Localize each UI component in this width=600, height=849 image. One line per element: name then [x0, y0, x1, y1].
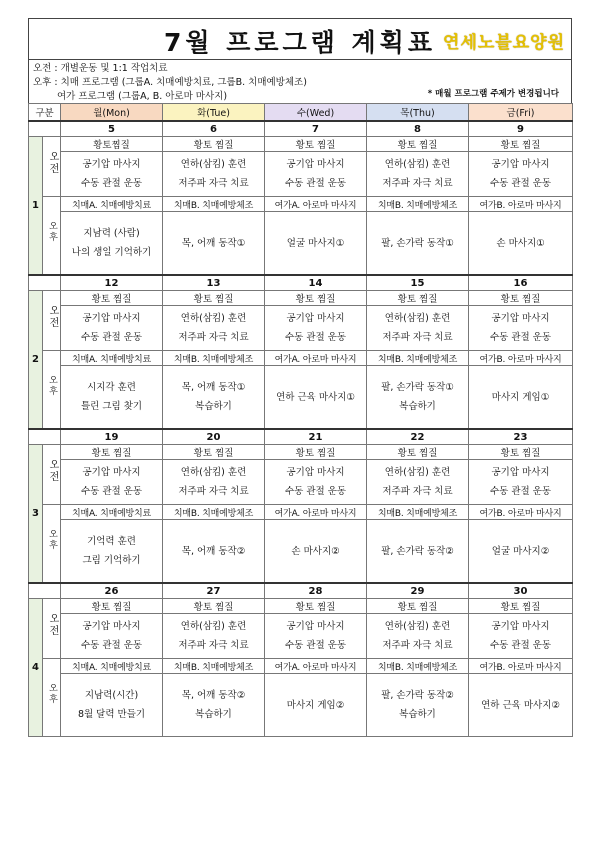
heat-therapy-cell: 황토 찜질 — [265, 445, 367, 460]
date-cell: 26 — [61, 583, 163, 599]
cell-line: 공기압 마사지 — [491, 159, 550, 170]
title-area — [28, 18, 572, 59]
cell-line: 목, 어깨 동작② — [181, 690, 246, 701]
cell-line: 수동 관절 운동 — [284, 332, 347, 343]
pm-program-cell — [265, 212, 367, 276]
day-header-mon: 월(Mon) — [61, 104, 163, 122]
heat-therapy-cell: 황토 찜질 — [367, 599, 469, 614]
date-row-spacer — [29, 121, 61, 137]
heat-therapy-cell: 황토 찜질 — [367, 137, 469, 152]
group-cell: 치매A. 치매예방치료 — [61, 659, 163, 674]
am-program-cell — [61, 614, 163, 659]
heat-therapy-row — [29, 137, 573, 152]
group-cell: 치매B. 치매예방체조 — [163, 659, 265, 674]
day-header-fri: 금(Fri) — [469, 104, 573, 122]
cell-line: 수동 관절 운동 — [489, 332, 552, 343]
pm-program-cell — [163, 674, 265, 737]
cell-line: 팔, 손가락 동작② — [381, 690, 454, 701]
cell-line: 얼굴 마사지② — [491, 545, 550, 557]
cell-line: 기억력 훈련 — [87, 536, 136, 547]
date-cell: 12 — [61, 275, 163, 291]
date-row-spacer — [29, 275, 61, 291]
group-cell: 여가A. 아로마 마사지 — [265, 351, 367, 366]
cell-line: 연하(삼킴) 훈련 — [384, 159, 451, 170]
date-cell: 19 — [61, 429, 163, 445]
cell-line: 저주파 자극 치료 — [382, 486, 453, 497]
heat-therapy-cell: 황토 찜질 — [469, 599, 573, 614]
heat-therapy-row — [29, 445, 573, 460]
cell-line: 수동 관절 운동 — [80, 486, 143, 497]
heat-therapy-cell: 황토 찜질 — [61, 599, 163, 614]
am-program-cell — [61, 460, 163, 505]
am-program-cell — [163, 306, 265, 351]
cell-line: 목, 어깨 동작② — [181, 545, 246, 557]
cell-line: 연하 근육 마사지② — [481, 699, 560, 711]
cell-line: 수동 관절 운동 — [80, 178, 143, 189]
date-row-spacer — [29, 583, 61, 599]
am-label — [43, 599, 61, 659]
cell-line: 공기압 마사지 — [82, 159, 141, 170]
group-cell: 치매B. 치매예방체조 — [163, 351, 265, 366]
pm-program-row — [29, 674, 573, 737]
cell-line: 연하(삼킴) 훈련 — [180, 467, 247, 478]
cell-line: 저주파 자극 치료 — [382, 332, 453, 343]
cell-line: 수동 관절 운동 — [284, 486, 347, 497]
group-cell: 치매B. 치매예방체조 — [163, 197, 265, 212]
heat-therapy-cell: 황토 찜질 — [469, 445, 573, 460]
heat-therapy-cell: 황토 찜질 — [163, 291, 265, 306]
am-program-cell — [265, 306, 367, 351]
cell-line: 지남력(시간) — [84, 690, 139, 701]
pm-program-cell — [367, 366, 469, 430]
group-row — [29, 351, 573, 366]
program-schedule-document — [28, 18, 572, 737]
date-cell: 30 — [469, 583, 573, 599]
pm-program-cell — [163, 366, 265, 430]
cell-line: 수동 관절 운동 — [489, 178, 552, 189]
heat-therapy-cell: 황토 찜질 — [265, 599, 367, 614]
cell-line: 수동 관절 운동 — [489, 640, 552, 651]
pm-label — [43, 351, 61, 430]
am-program-cell — [469, 460, 573, 505]
pm-label-char-1: 오후 — [47, 221, 57, 243]
group-cell: 치매A. 치매예방치료 — [61, 351, 163, 366]
am-program-cell — [61, 306, 163, 351]
cell-line: 연하(삼킴) 훈련 — [384, 313, 451, 324]
am-program-cell — [163, 614, 265, 659]
group-cell: 치매A. 치매예방치료 — [61, 197, 163, 212]
day-header-row — [29, 104, 573, 122]
week-number: 3 — [29, 445, 43, 584]
info-line-leisure: 여가 프로그램 (그룹A, B. 아로마 마사지) — [57, 91, 228, 102]
cell-line: 연하 근육 마사지① — [276, 391, 355, 403]
am-label-char-1: 오전 — [47, 305, 58, 329]
pm-program-cell — [61, 520, 163, 584]
group-row — [29, 197, 573, 212]
date-row — [29, 121, 573, 137]
program-info — [28, 59, 572, 103]
pm-program-cell — [163, 520, 265, 584]
heat-therapy-cell: 황토 찜질 — [265, 291, 367, 306]
group-cell: 치매B. 치매예방체조 — [367, 659, 469, 674]
am-program-cell — [163, 152, 265, 197]
week-number: 4 — [29, 599, 43, 737]
group-cell: 여가A. 아로마 마사지 — [265, 505, 367, 520]
day-header-thu: 목(Thu) — [367, 104, 469, 122]
info-line-morning: 오전 : 개별운동 및 1:1 작업치료 — [33, 63, 168, 74]
am-program-cell — [469, 152, 573, 197]
brand-logo-text: 연세노블요양원 — [443, 33, 565, 53]
cell-line: 공기압 마사지 — [286, 467, 345, 478]
cell-line: 저주파 자극 치료 — [178, 178, 249, 189]
am-program-row — [29, 306, 573, 351]
cell-line: 공기압 마사지 — [286, 159, 345, 170]
pm-program-cell — [61, 366, 163, 430]
cell-line: 틀린 그림 찾기 — [80, 401, 143, 412]
date-cell: 21 — [265, 429, 367, 445]
cell-line: 손 마사지① — [496, 237, 545, 249]
pm-program-cell — [469, 366, 573, 430]
group-cell: 치매B. 치매예방체조 — [367, 351, 469, 366]
cell-line: 지남력 (사람) — [83, 228, 140, 239]
group-cell: 여가B. 아로마 마사지 — [469, 505, 573, 520]
cell-line: 수동 관절 운동 — [489, 486, 552, 497]
cell-line: 저주파 자극 치료 — [382, 178, 453, 189]
pm-program-cell — [265, 520, 367, 584]
cell-line: 목, 어깨 동작① — [181, 382, 246, 393]
group-cell: 치매B. 치매예방체조 — [163, 505, 265, 520]
cell-line: 저주파 자극 치료 — [178, 486, 249, 497]
am-program-cell — [367, 152, 469, 197]
am-program-cell — [265, 614, 367, 659]
group-cell: 치매B. 치매예방체조 — [367, 197, 469, 212]
am-program-cell — [61, 152, 163, 197]
info-line-afternoon: 오후 : 치매 프로그램 (그룹A. 치매예방치료, 그룹B. 치매예방체조) — [33, 77, 307, 88]
cell-line: 공기압 마사지 — [82, 313, 141, 324]
schedule-table — [28, 103, 573, 737]
date-cell: 6 — [163, 121, 265, 137]
date-row-spacer — [29, 429, 61, 445]
heat-therapy-cell: 황토 찜질 — [61, 291, 163, 306]
cell-line: 복습하기 — [195, 709, 232, 720]
cell-line: 연하(삼킴) 훈련 — [384, 467, 451, 478]
cell-line: 복습하기 — [195, 401, 232, 412]
heat-therapy-row — [29, 291, 573, 306]
date-cell: 27 — [163, 583, 265, 599]
cell-line: 공기압 마사지 — [491, 621, 550, 632]
heat-therapy-row — [29, 599, 573, 614]
pm-program-cell — [469, 520, 573, 584]
am-program-cell — [367, 306, 469, 351]
pm-program-cell — [469, 674, 573, 737]
cell-line: 저주파 자극 치료 — [178, 332, 249, 343]
pm-label-char-1: 오후 — [47, 683, 57, 705]
date-cell: 13 — [163, 275, 265, 291]
heat-therapy-cell: 황토 찜질 — [265, 137, 367, 152]
date-cell: 23 — [469, 429, 573, 445]
change-notice: * 매월 프로그램 주제가 변경됩니다 — [427, 89, 559, 99]
am-label-char-1: 오전 — [47, 459, 58, 483]
am-program-cell — [367, 614, 469, 659]
pm-label — [43, 197, 61, 276]
pm-program-cell — [61, 674, 163, 737]
cell-line: 나의 생일 기억하기 — [71, 247, 152, 258]
cell-line: 공기압 마사지 — [82, 467, 141, 478]
cell-line: 손 마사지② — [291, 545, 340, 557]
day-header-tue: 화(Tue) — [163, 104, 265, 122]
cell-line: 팔, 손가락 동작① — [381, 237, 454, 249]
date-cell: 29 — [367, 583, 469, 599]
cell-line: 복습하기 — [399, 401, 436, 412]
cell-line: 수동 관절 운동 — [284, 178, 347, 189]
date-row — [29, 275, 573, 291]
date-cell: 15 — [367, 275, 469, 291]
heat-therapy-cell: 황토 찜질 — [469, 291, 573, 306]
pm-label — [43, 505, 61, 584]
am-label — [43, 291, 61, 351]
heat-therapy-cell: 황토 찜질 — [163, 599, 265, 614]
cell-line: 연하(삼킴) 훈련 — [180, 313, 247, 324]
am-label-char-1: 오전 — [47, 151, 58, 175]
cell-line: 저주파 자극 치료 — [178, 640, 249, 651]
group-cell: 치매B. 치매예방체조 — [367, 505, 469, 520]
am-program-row — [29, 152, 573, 197]
group-cell: 여가A. 아로마 마사지 — [265, 197, 367, 212]
weeks-body — [29, 121, 573, 737]
date-row — [29, 583, 573, 599]
cell-line: 공기압 마사지 — [286, 313, 345, 324]
pm-program-cell — [367, 212, 469, 276]
cell-line: 저주파 자극 치료 — [382, 640, 453, 651]
cell-line: 수동 관절 운동 — [284, 640, 347, 651]
am-program-row — [29, 460, 573, 505]
heat-therapy-cell: 황토 찜질 — [469, 137, 573, 152]
date-row — [29, 429, 573, 445]
page-title: 7월 프로그램 계획표 — [163, 28, 436, 57]
cell-line: 수동 관절 운동 — [80, 332, 143, 343]
cell-line: 연하(삼킴) 훈련 — [180, 159, 247, 170]
heat-therapy-cell: 황토찜질 — [61, 137, 163, 152]
category-header: 구분 — [29, 104, 61, 122]
pm-label-char-1: 오후 — [47, 529, 57, 551]
heat-therapy-cell: 황토 찜질 — [367, 445, 469, 460]
pm-program-row — [29, 520, 573, 584]
date-cell: 22 — [367, 429, 469, 445]
pm-program-cell — [163, 212, 265, 276]
pm-program-cell — [469, 212, 573, 276]
date-cell: 14 — [265, 275, 367, 291]
cell-line: 수동 관절 운동 — [80, 640, 143, 651]
am-label-char-1: 오전 — [47, 613, 58, 637]
group-cell: 여가B. 아로마 마사지 — [469, 351, 573, 366]
cell-line: 공기압 마사지 — [491, 467, 550, 478]
pm-program-cell — [367, 520, 469, 584]
group-row — [29, 659, 573, 674]
date-cell: 20 — [163, 429, 265, 445]
cell-line: 마사지 게임① — [491, 391, 550, 403]
am-program-cell — [469, 614, 573, 659]
pm-label-char-1: 오후 — [47, 375, 57, 397]
pm-label — [43, 659, 61, 737]
cell-line: 시지각 훈련 — [87, 382, 136, 393]
cell-line: 공기압 마사지 — [82, 621, 141, 632]
group-cell: 여가A. 아로마 마사지 — [265, 659, 367, 674]
am-program-row — [29, 614, 573, 659]
heat-therapy-cell: 황토 찜질 — [367, 291, 469, 306]
day-header-wed: 수(Wed) — [265, 104, 367, 122]
cell-line: 목, 어깨 동작① — [181, 237, 246, 249]
cell-line: 마사지 게임② — [286, 699, 345, 711]
pm-program-row — [29, 212, 573, 276]
week-number: 2 — [29, 291, 43, 430]
cell-line: 복습하기 — [399, 709, 436, 720]
am-program-cell — [163, 460, 265, 505]
pm-program-cell — [367, 674, 469, 737]
week-number: 1 — [29, 137, 43, 276]
cell-line: 공기압 마사지 — [286, 621, 345, 632]
pm-program-row — [29, 366, 573, 430]
heat-therapy-cell: 황토 찜질 — [163, 137, 265, 152]
group-cell: 여가B. 아로마 마사지 — [469, 659, 573, 674]
heat-therapy-cell: 황토 찜질 — [61, 445, 163, 460]
date-cell: 8 — [367, 121, 469, 137]
date-cell: 7 — [265, 121, 367, 137]
cell-line: 공기압 마사지 — [491, 313, 550, 324]
cell-line: 그림 기억하기 — [82, 555, 141, 566]
pm-program-cell — [265, 674, 367, 737]
cell-line: 팔, 손가락 동작② — [381, 545, 454, 557]
am-label — [43, 137, 61, 197]
date-cell: 5 — [61, 121, 163, 137]
date-cell: 16 — [469, 275, 573, 291]
am-program-cell — [367, 460, 469, 505]
group-cell: 치매A. 치매예방치료 — [61, 505, 163, 520]
pm-program-cell — [265, 366, 367, 430]
am-label — [43, 445, 61, 505]
cell-line: 연하(삼킴) 훈련 — [384, 621, 451, 632]
cell-line: 팔, 손가락 동작① — [381, 382, 454, 393]
group-cell: 여가B. 아로마 마사지 — [469, 197, 573, 212]
am-program-cell — [469, 306, 573, 351]
am-program-cell — [265, 460, 367, 505]
cell-line: 얼굴 마사지① — [286, 237, 345, 249]
heat-therapy-cell: 황토 찜질 — [163, 445, 265, 460]
pm-program-cell — [61, 212, 163, 276]
date-cell: 9 — [469, 121, 573, 137]
am-program-cell — [265, 152, 367, 197]
date-cell: 28 — [265, 583, 367, 599]
cell-line: 8월 달력 만들기 — [77, 709, 146, 720]
group-row — [29, 505, 573, 520]
cell-line: 연하(삼킴) 훈련 — [180, 621, 247, 632]
